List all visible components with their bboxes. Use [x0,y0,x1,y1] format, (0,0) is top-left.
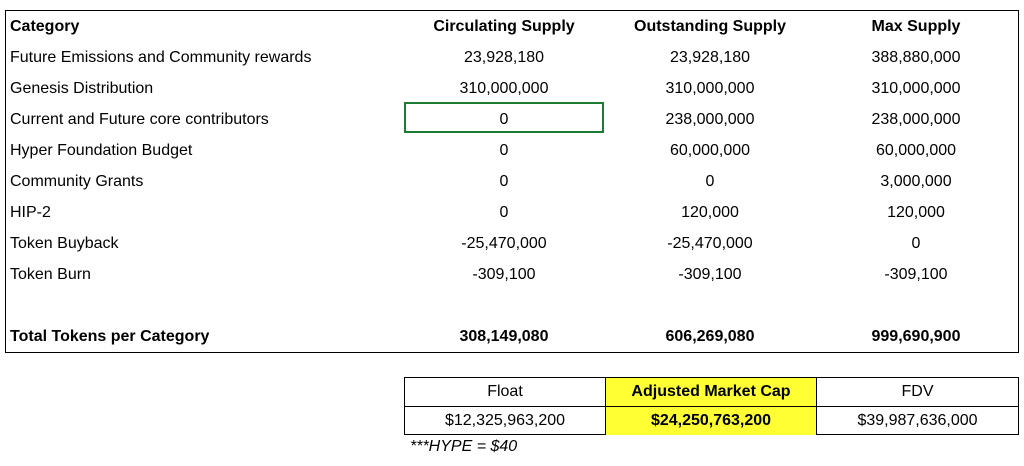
table-row [6,228,1018,259]
max-cell[interactable]: 0 [911,235,921,252]
table-row [6,166,1018,197]
fdv-label[interactable]: FDV [901,383,934,400]
table-row [6,259,1018,290]
outstanding-cell[interactable]: 238,000,000 [665,111,755,128]
adjusted-market-cap-label[interactable]: Adjusted Market Cap [606,378,816,406]
circulating-cell[interactable]: -309,100 [472,266,536,283]
outstanding-cell[interactable]: 23,928,180 [669,49,751,66]
circulating-cell[interactable]: 0 [499,111,509,128]
category-cell[interactable]: HIP-2 [10,204,51,221]
header-max[interactable]: Max Supply [871,18,961,35]
outstanding-cell[interactable]: -25,470,000 [667,235,753,252]
category-cell[interactable]: Future Emissions and Community rewards [10,49,312,66]
category-cell[interactable]: Token Buyback [10,235,119,252]
outstanding-cell[interactable]: 120,000 [681,204,739,221]
category-cell[interactable]: Genesis Distribution [10,80,154,97]
header-circulating[interactable]: Circulating Supply [433,18,575,35]
adjusted-market-cap-value[interactable]: $24,250,763,200 [606,407,816,435]
max-cell[interactable]: 310,000,000 [871,80,961,97]
total-circulating[interactable]: 308,149,080 [459,328,549,345]
total-label[interactable]: Total Tokens per Category [10,328,210,345]
total-outstanding[interactable]: 606,269,080 [665,328,755,345]
header-row [6,11,1018,42]
float-label[interactable]: Float [487,383,523,400]
float-value[interactable]: $12,325,963,200 [444,412,566,429]
category-cell[interactable]: Community Grants [10,173,144,190]
max-cell[interactable]: 238,000,000 [871,111,961,128]
fdv-value[interactable]: $39,987,636,000 [857,412,978,429]
circulating-cell[interactable]: 0 [499,142,509,159]
total-max[interactable]: 999,690,900 [871,328,961,345]
circulating-cell[interactable]: -25,470,000 [461,235,547,252]
max-cell[interactable]: 388,880,000 [871,49,961,66]
circulating-cell[interactable]: 0 [499,204,509,221]
category-cell[interactable]: Current and Future core contributors [10,111,269,128]
category-cell[interactable]: Hyper Foundation Budget [10,142,193,159]
circulating-cell[interactable]: 310,000,000 [459,80,549,97]
max-cell[interactable]: 3,000,000 [880,173,952,190]
outstanding-cell[interactable]: 60,000,000 [669,142,751,159]
table-row [6,135,1018,166]
table-row [6,73,1018,104]
max-cell[interactable]: 120,000 [887,204,945,221]
table-row [6,42,1018,73]
category-cell[interactable]: Token Burn [10,266,91,283]
outstanding-cell[interactable]: -309,100 [678,266,742,283]
active-cell-selection[interactable] [404,102,604,133]
outstanding-cell[interactable]: 310,000,000 [665,80,755,97]
hype-price-note: ***HYPE = $40 [410,438,518,455]
header-category[interactable]: Category [10,18,80,35]
max-cell[interactable]: 60,000,000 [875,142,957,159]
divider [405,406,1018,407]
total-row [6,321,1018,352]
supply-table [5,10,1019,353]
header-outstanding[interactable]: Outstanding Supply [634,18,786,35]
market-cap-table [404,377,1019,435]
circulating-cell[interactable]: 23,928,180 [463,49,545,66]
circulating-cell[interactable]: 0 [499,173,509,190]
max-cell[interactable]: -309,100 [884,266,948,283]
outstanding-cell[interactable]: 0 [705,173,715,190]
table-row [6,197,1018,228]
